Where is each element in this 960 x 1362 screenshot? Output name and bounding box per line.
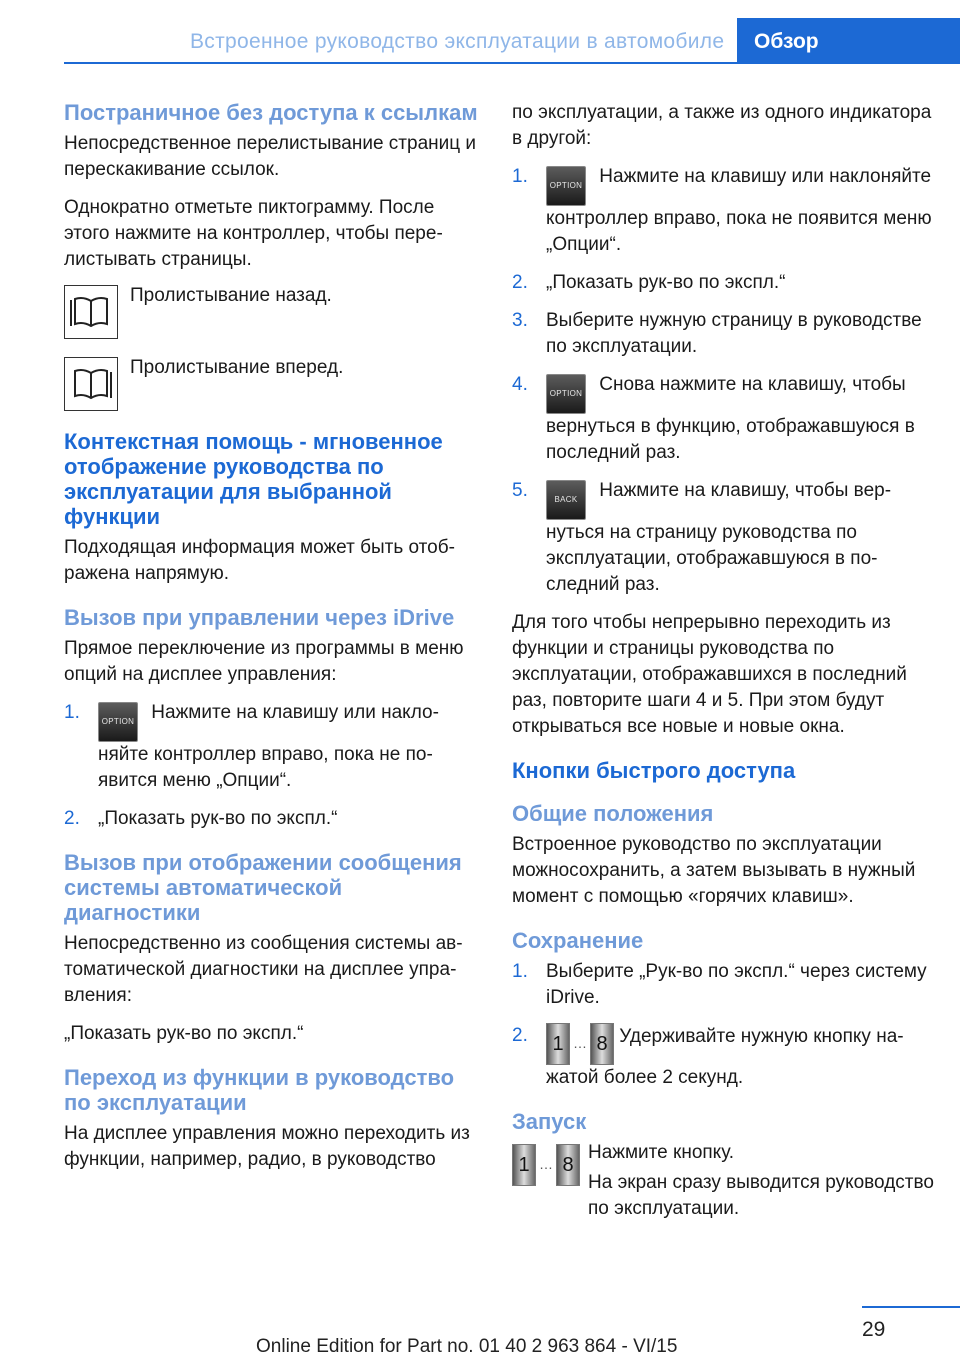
step-number: 1.: [512, 166, 528, 187]
paragraph: Непосредственное перелистывание страниц и перескакивание ссылок.: [64, 133, 477, 180]
section-title-function-switch: Переход из функции в руководство по эксплуатации: [64, 1065, 455, 1115]
step-text: Нажмите на клавишу или наклоняйте контроллер вправо, пока не появится меню „Опции“.: [98, 702, 439, 791]
step-text: „Показать рук-во по экспл.“: [98, 808, 338, 829]
list-item: [512, 372, 934, 466]
list-item: [64, 700, 482, 794]
list-item: [512, 308, 934, 360]
step-number: 4.: [512, 374, 528, 395]
step-text: „Показать рук-во по экспл.“: [546, 272, 786, 293]
list-item: [512, 959, 934, 1011]
section-title-idrive: Вызов при управлении через iDrive: [64, 605, 455, 630]
paragraph: Встроенное руководство по эксплуатации можносохранить, а затем вызывать в нужный момент с помощью «горячих клавиш».: [512, 834, 916, 907]
step-number: 5.: [512, 480, 528, 501]
step-number: 2.: [64, 808, 80, 829]
option-button-icon: OPTION: [546, 374, 586, 414]
page-number: 29: [862, 1318, 886, 1341]
step-list: [512, 164, 934, 598]
paragraph: „Показать рук-во по экспл.“: [64, 1023, 304, 1044]
page-back-label: Пролистывание назад.: [130, 285, 332, 306]
left-column: [64, 100, 482, 1185]
ellipsis-icon: …: [539, 1156, 553, 1172]
hotkey-1-icon: 1: [512, 1144, 536, 1186]
launch-block: [512, 1140, 934, 1222]
step-list: [512, 959, 934, 1091]
ellipsis-icon: …: [573, 1035, 587, 1051]
step-text: Нажмите на клавишу, чтобы вернуться на страницу руководства по эксплуатации, отображавшуюся в последний раз.: [546, 480, 892, 595]
list-item: [512, 1023, 934, 1091]
paragraph: Для того чтобы непрерывно переходить из функции и страницы руководства по эксплуатации, отображавшихся в последний раз, повторите шаги 4 и 5. При этом будут открываться все новые и новые окна.: [512, 612, 907, 737]
footer-edition-text: Online Edition for Part no. 01 40 2 963 864 - VI/15: [256, 1336, 678, 1357]
step-number: 2.: [512, 272, 528, 293]
step-text: Удерживайте нужную кнопку нажатой более 2 секунд.: [546, 1026, 904, 1088]
step-text: Выберите „Рук-во по экспл.“ через систему iDrive.: [546, 961, 927, 1008]
section-title-hotkeys: Кнопки быстрого доступа: [512, 758, 796, 783]
list-item: [64, 806, 482, 832]
section-title-paging: Постраничное без доступа к ссылкам: [64, 100, 478, 125]
back-button-icon: BACK: [546, 480, 586, 520]
book-forward-icon: [64, 357, 118, 411]
section-title-launch: Запуск: [512, 1109, 587, 1134]
step-number: 2.: [512, 1025, 528, 1046]
step-number: 3.: [512, 310, 528, 331]
paragraph: На дисплее управления можно переходить из функции, например, радио, в руководство: [64, 1123, 470, 1170]
paragraph: Подходящая информация может быть отображена напрямую.: [64, 537, 455, 584]
paragraph: На экран сразу выводится руководство по эксплуатации.: [588, 1172, 934, 1219]
paragraph: по эксплуатации, а также из одного индикатора в другой:: [512, 102, 932, 149]
option-button-icon: OPTION: [98, 702, 138, 742]
paragraph: Нажмите кнопку.: [588, 1142, 735, 1163]
launch-hotkeys: [512, 1144, 580, 1186]
section-title-save: Сохранение: [512, 928, 644, 953]
section-title-diagnostics: Вызов при отображении сообщения системы автоматической диагностики: [64, 850, 462, 925]
paragraph: Однократно отметьте пиктограмму. После этого нажмите на контроллер, чтобы перелистывать страницы.: [64, 197, 443, 270]
page-back-row: [64, 285, 482, 339]
header-tab-overview[interactable]: Обзор: [737, 18, 960, 62]
paragraph: Прямое переключение из программы в меню опций на дисплее управления:: [64, 638, 464, 685]
page-forward-row: [64, 357, 482, 411]
section-title-general: Общие положения: [512, 801, 714, 826]
list-item: [512, 478, 934, 598]
header-title: Встроенное руководство эксплуатации в автомобиле: [190, 30, 725, 53]
step-number: 1.: [64, 702, 80, 723]
paragraph: Непосредственно из сообщения системы автоматической диагностики на дисплее управления:: [64, 933, 463, 1006]
section-title-context-help: Контекстная помощь - мгновенное отображение руководства по эксплуатации для выбранной функции: [64, 429, 443, 529]
hotkey-8-icon: 8: [590, 1023, 614, 1065]
step-list: [64, 700, 482, 832]
list-item: [512, 270, 934, 296]
step-text: Снова нажмите на клавишу, чтобы вернуться в функцию, отображавшуюся в последний раз.: [546, 374, 915, 463]
right-column: [512, 100, 934, 1234]
hotkey-8-icon: 8: [556, 1144, 580, 1186]
hotkey-1-icon: 1: [546, 1023, 570, 1065]
book-back-icon: [64, 285, 118, 339]
page-forward-label: Пролистывание вперед.: [130, 357, 344, 378]
header-rule: [64, 62, 960, 64]
option-button-icon: OPTION: [546, 166, 586, 206]
step-text: Нажмите на клавишу или наклоняйте контроллер вправо, пока не появится меню „Опции“.: [546, 166, 932, 255]
footer-rule: [862, 1306, 960, 1308]
step-text: Выберите нужную страницу в руководстве по эксплуатации.: [546, 310, 922, 357]
list-item: [512, 164, 934, 258]
step-number: 1.: [512, 961, 528, 982]
